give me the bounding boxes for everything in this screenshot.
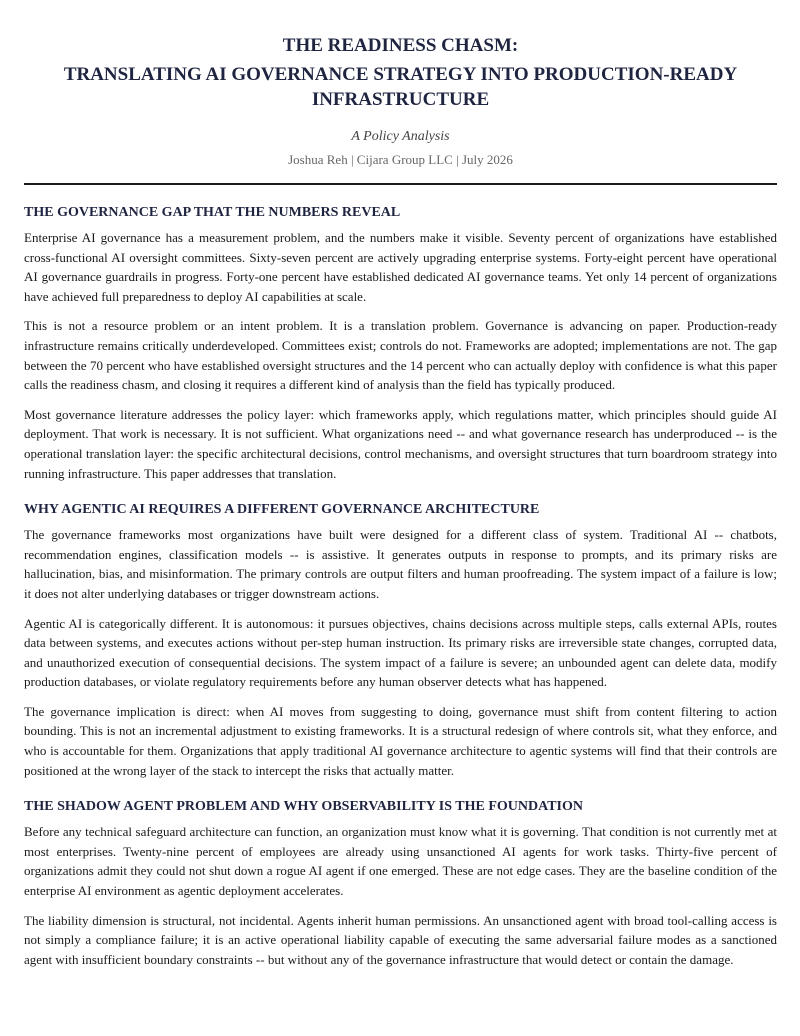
author-byline: Joshua Reh | Cijara Group LLC | July 2026 — [288, 152, 513, 167]
document-subtitle: A Policy Analysis — [351, 129, 450, 144]
body-paragraph: The governance implication is direct: when AI moves from suggesting to doing, governance must shift from content filtering to action bounding. This is not an incremental adjustment to existing frameworks. It is a structural redesign of where controls sit, what they enforce, and who is accountable for them. Organizations that apply traditional AI governance architecture to agentic systems will find that their controls are positioned at the wrong layer of the stack to intercept the risks that actually matter. — [24, 703, 777, 778]
section-heading-governance-gap: THE GOVERNANCE GAP THAT THE NUMBERS REVEAL — [24, 205, 401, 220]
body-paragraph: This is not a resource problem or an intent problem. It is a translation problem. Governance is advancing on paper. Production-ready infrastructure remains critically underdeveloped. Committees exist; controls do not. Frameworks are adopted; implementations are not. The gap between the 70 percent who have established oversight structures and the 14 percent who can actually deploy with confidence is what this paper calls the readiness chasm, and closing it requires a different kind of analysis than the field has typically produced. — [24, 318, 777, 393]
body-paragraph: The governance frameworks most organizations have built were designed for a different class of system. Traditional AI -- chatbots, recommendation engines, classification models -- is assistive. It generates outputs in response to prompts, and its primary risks are hallucination, bias, and misinformation. The primary controls are output filters and human proofreading. The system impact of a failure is low; it does not alter underlying databases or trigger downstream actions. — [24, 527, 777, 601]
title-block — [24, 0, 777, 168]
header-divider — [24, 183, 777, 185]
document-title-line-1: THE READINESS CHASM: — [282, 35, 519, 56]
section-heading-shadow-agent: THE SHADOW AGENT PROBLEM AND WHY OBSERVABILITY IS THE FOUNDATION — [24, 799, 583, 815]
body-paragraph: Most governance literature addresses the policy layer: which frameworks apply, which regulations matter, which principles should guide AI deployment. That work is necessary. It is not sufficient. What organizations need -- and what governance research has underproduced -- is the operational translation layer: the specific architectural decisions, control mechanisms, and oversight structures that turn boardroom strategy into running infrastructure. This paper addresses that translation. — [24, 406, 777, 481]
document-title-line-2: TRANSLATING AI GOVERNANCE STRATEGY INTO PRODUCTION-READY INFRASTRUCTURE — [63, 64, 738, 110]
body-paragraph: Enterprise AI governance has a measurement problem, and the numbers make it visible. Seventy percent of organizations have established cross-functional AI oversight committees. Sixty-seven percent are actively upgrading enterprise systems. Forty-eight percent have operational AI governance guardrails in progress. Forty-one percent have established dedicated AI governance teams. Yet only 14 percent of organizations have achieved full preparedness to deploy AI capabilities at scale. — [24, 230, 777, 304]
section-heading-agentic-ai: WHY AGENTIC AI REQUIRES A DIFFERENT GOVERNANCE ARCHITECTURE — [24, 502, 540, 518]
body-paragraph: Before any technical safeguard architecture can function, an organization must know what it is governing. That condition is not currently met at most enterprises. Twenty-nine percent of employees are already using unsanctioned AI agents for work tasks. Thirty-five percent of organizations admit they could not shut down a rogue AI agent if one emerged. These are not edge cases. They are the baseline condition of the enterprise AI environment as agentic deployment accelerates. — [24, 824, 777, 899]
body-paragraph: The liability dimension is structural, not incidental. Agents inherit human permissions. An unsanctioned agent with broad tool-calling access is not simply a compliance failure; it is an active operational liability capable of executing the same adversarial failure modes as a sanctioned agent with insufficient boundary constraints -- but without any of the governance infrastructure that would detect or contain the damage. — [24, 912, 777, 967]
document-page — [24, 0, 777, 979]
body-paragraph: Agentic AI is categorically different. It is autonomous: it pursues objectives, chains decisions across multiple steps, calls external APIs, routes data between systems, and executes actions without per-step human instruction. Its primary risks are irreversible state changes, corrupted data, and unauthorized execution of consequential decisions. The system impact of a failure is severe; an unbounded agent can delete data, modify production databases, or violate regulatory requirements before any human observer detects what has happened. — [24, 615, 777, 690]
